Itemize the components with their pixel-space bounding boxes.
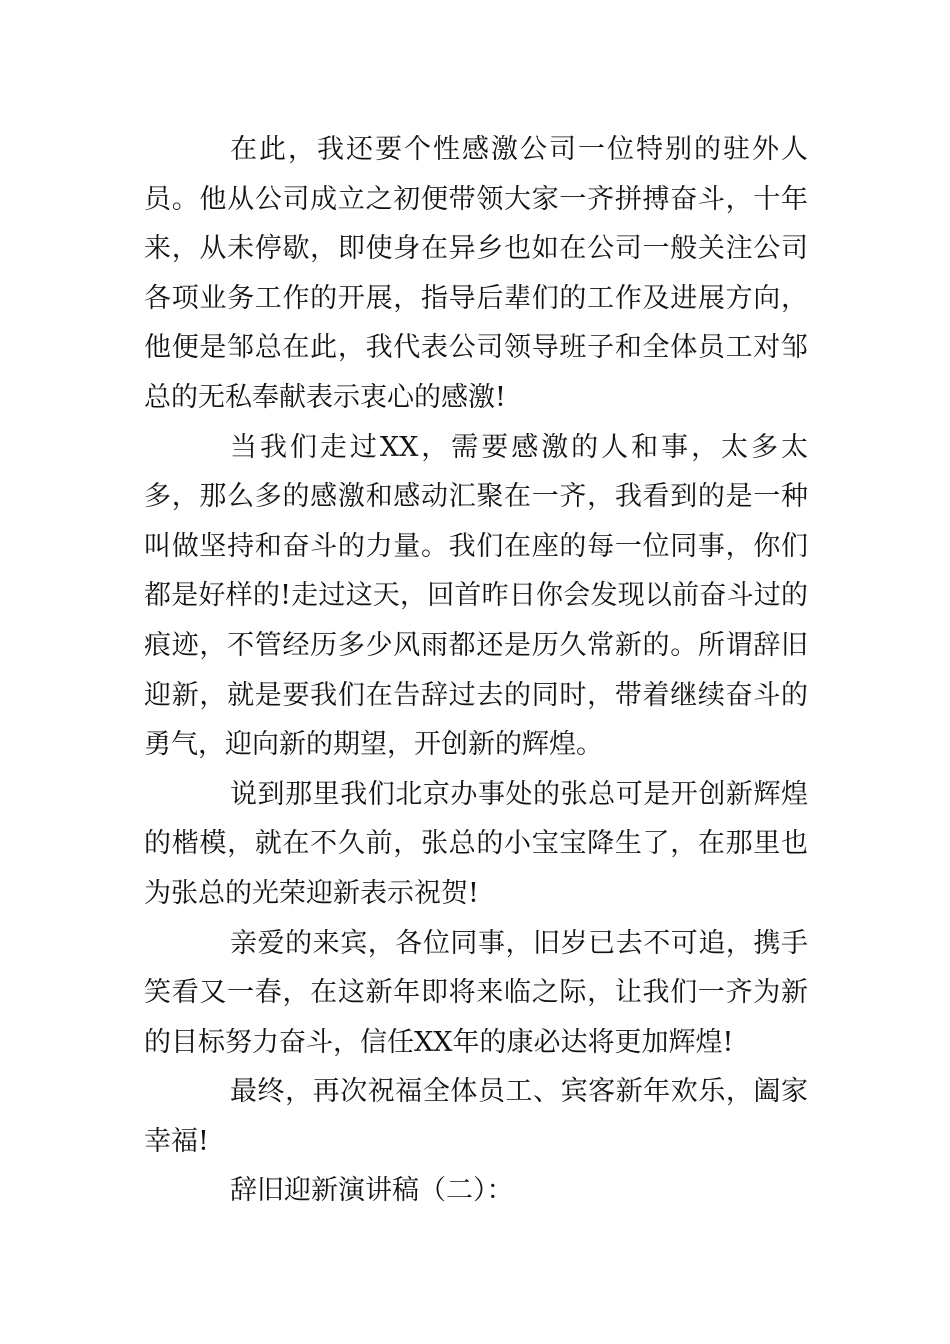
paragraph-thanks-zou: 在此，我还要个性感激公司一位特别的驻外人员。他从公司成立之初便带领大家一齐拼搏奋斗，十年来，从未停歇，即使身在异乡也如在公司一般关注公司各项业务工作的开展，指导后辈们的工作及进展方向，他便是邹总在此，我代表公司领导班子和全体员工对邹总的无私奉献表示衷心的感激! (144, 134, 808, 413)
section-heading: 辞旧迎新演讲稿（二）： (230, 1175, 514, 1207)
paragraph-final-wishes: 最终，再次祝福全体员工、宾客新年欢乐，阖家幸福! (144, 1076, 808, 1157)
paragraph-persistence: 当我们走过XX，需要感激的人和事，太多太多，那么多的感激和感动汇聚在一齐，我看到的是一种叫做坚持和奋斗的力量。我们在座的每一位同事，你们都是好样的!走过这天，回首昨日你会发现以前奋斗过的痕迹，不管经历多少风雨都还是历久常新的。所谓辞旧迎新，就是要我们在告辞过去的同时，带着继续奋斗的勇气，迎向新的期望，开创新的辉煌。 (144, 431, 808, 761)
document-body (144, 125, 808, 1216)
paragraph-zhang-congrats: 说到那里我们北京办事处的张总可是开创新辉煌的楷模，就在不久前，张总的小宝宝降生了，在那里也为张总的光荣迎新表示祝贺! (144, 778, 808, 909)
paragraph-new-year-goal: 亲爱的来宾，各位同事，旧岁已去不可追，携手笑看又一春，在这新年即将来临之际，让我们一齐为新的目标努力奋斗，信任XX年的康必达将更加辉煌! (144, 927, 808, 1058)
